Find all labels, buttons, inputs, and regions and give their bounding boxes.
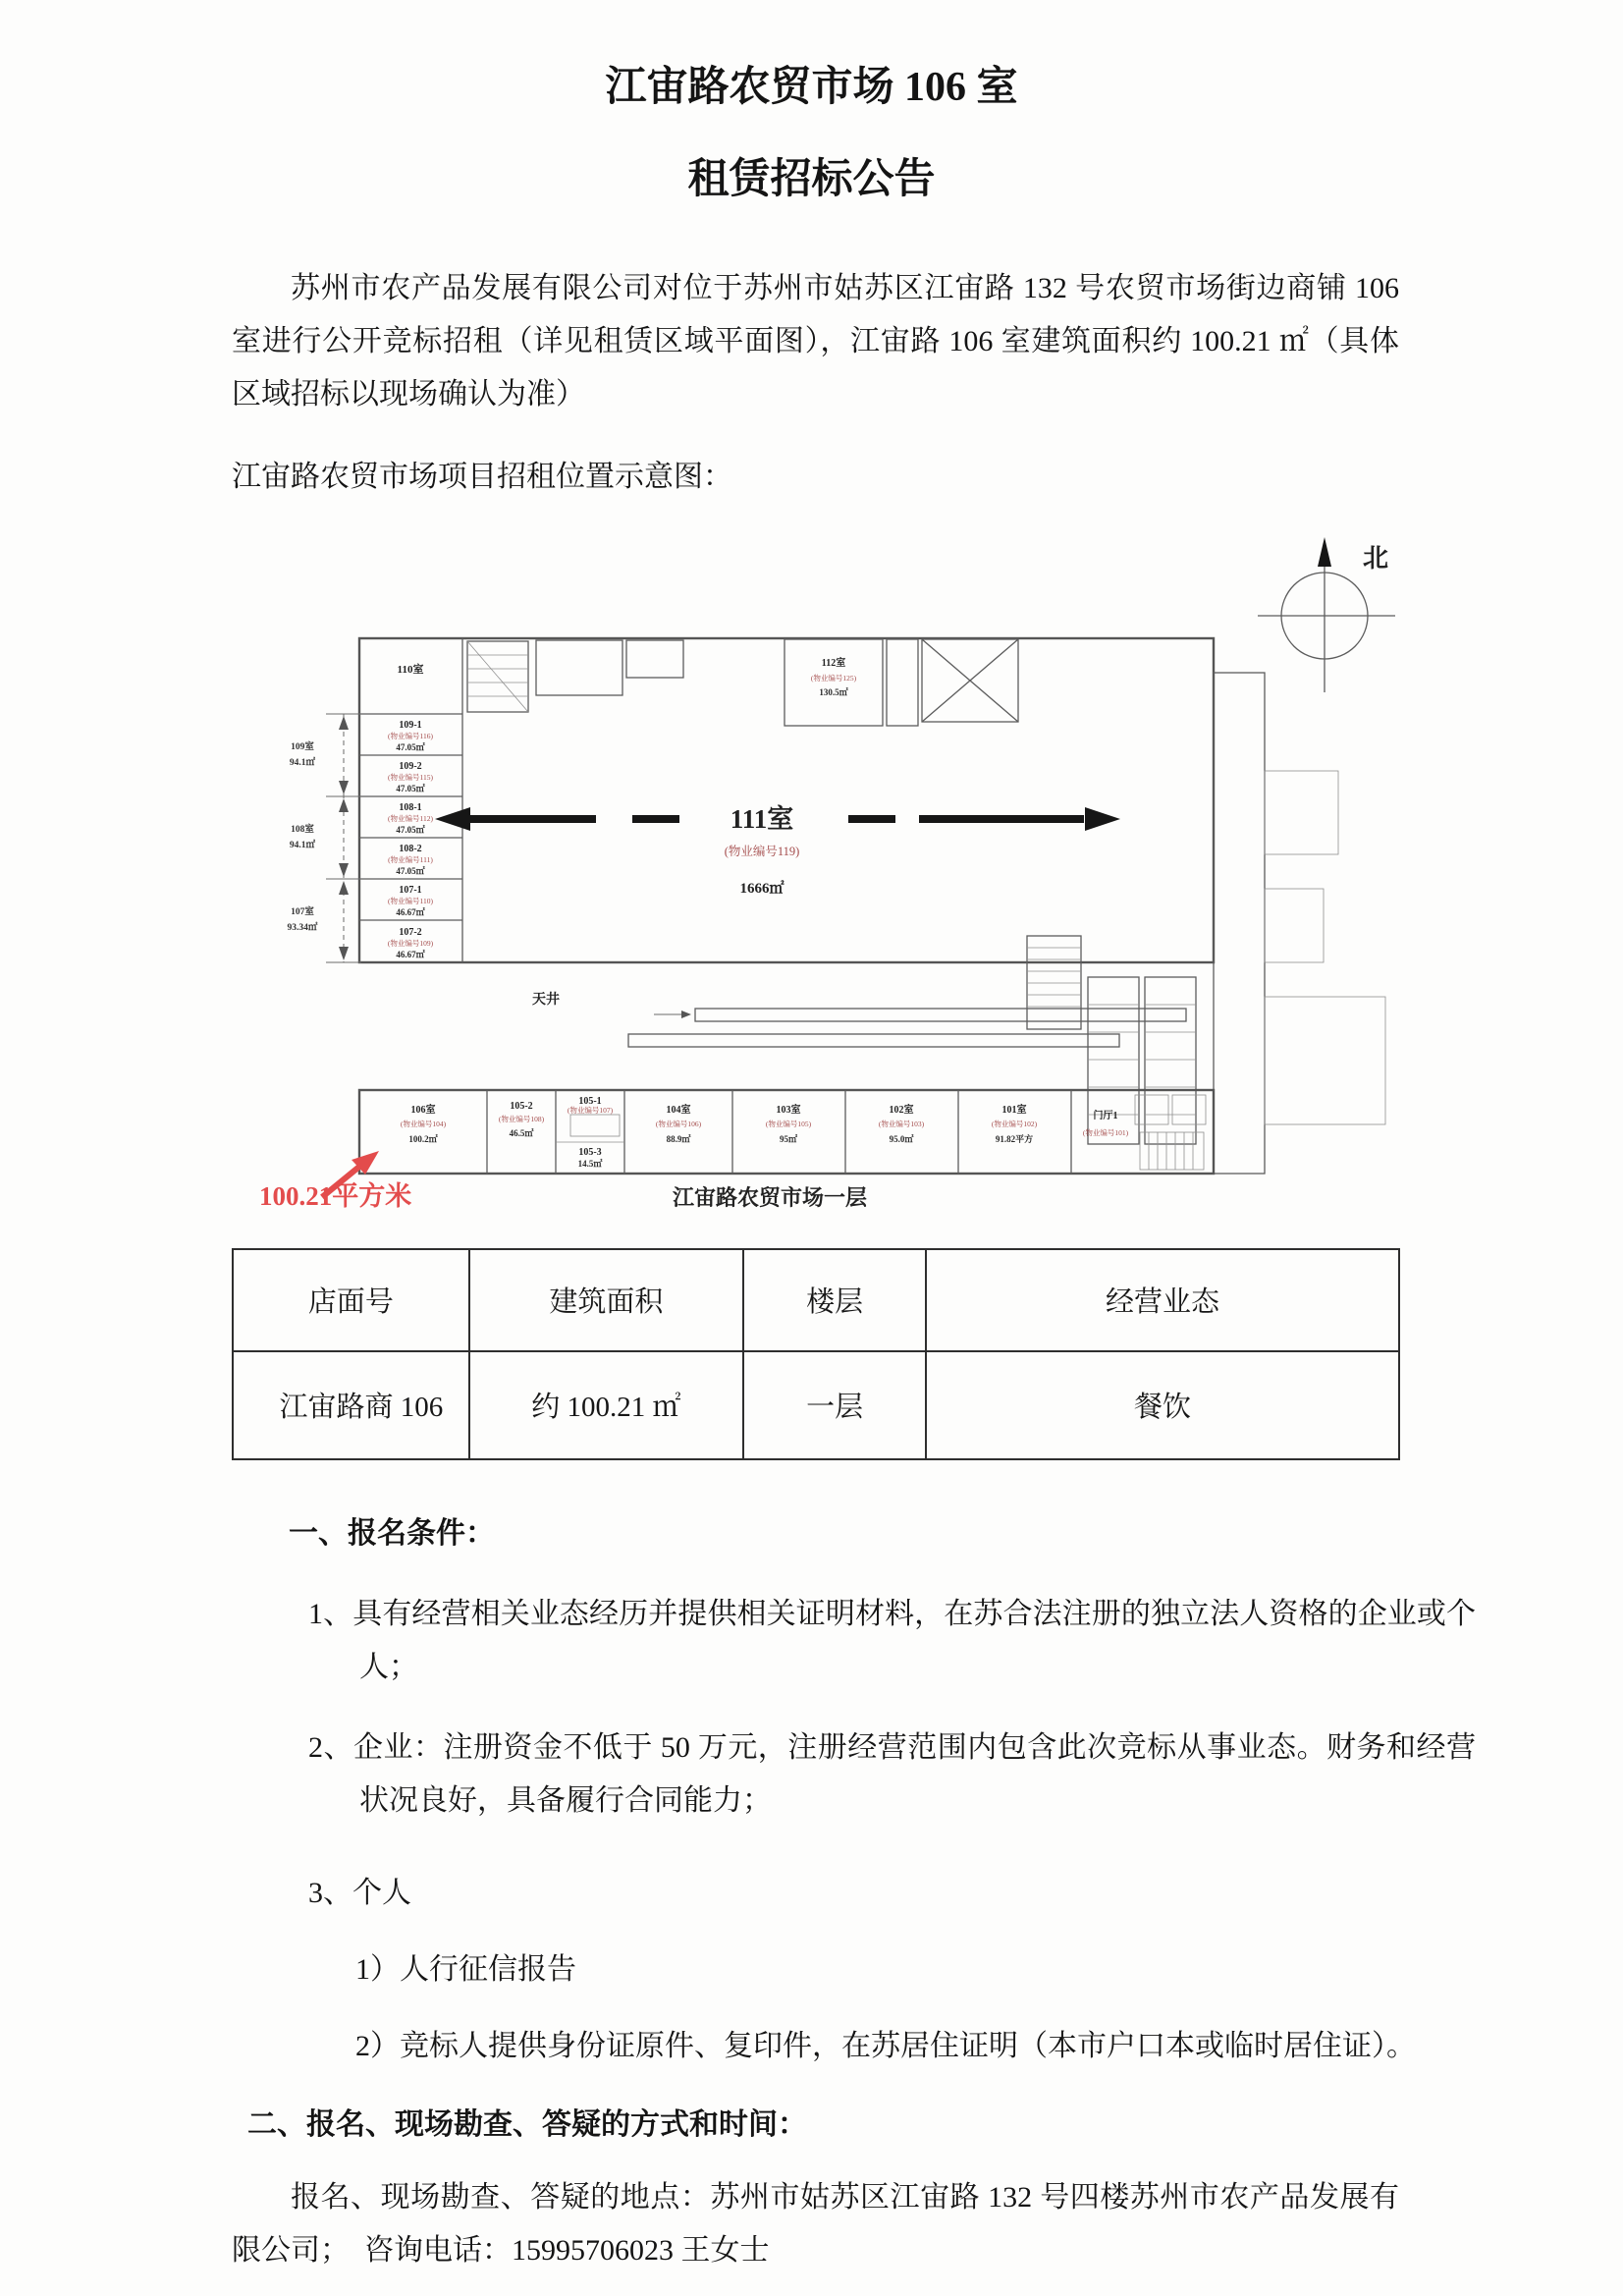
plan-caption: 江宙路农贸市场一层: [672, 1184, 868, 1210]
room-label: 108-2: [399, 843, 422, 854]
room-area: 47.05㎡: [396, 824, 425, 835]
shop-code: (物业编号106): [655, 1119, 702, 1128]
north-compass-icon: [1258, 537, 1395, 692]
room-112-labels: [811, 656, 857, 697]
cell-area: 约 100.21 ㎡: [469, 1351, 744, 1459]
room-area: 47.05㎡: [396, 783, 425, 793]
room-112-name: 112室: [821, 657, 846, 669]
cell-shop-no: 江宙路商 106: [233, 1351, 469, 1459]
room-code: (物业编号110): [388, 896, 433, 905]
room-code: (物业编号115): [388, 772, 433, 782]
dim-area: 94.1㎡: [289, 757, 316, 768]
room-code: (物业编号109): [387, 938, 434, 948]
dim-name: 107室: [291, 906, 314, 917]
item-number: 2、: [308, 1730, 353, 1764]
room-label: 109-1: [399, 719, 422, 731]
floor-plan-svg: [232, 525, 1400, 1213]
stairs-symbol: [1027, 936, 1081, 1029]
section2-heading: 二、报名、现场勘查、答疑的方式和时间：: [247, 2107, 807, 2141]
section1-heading: 一、报名条件：: [289, 1516, 495, 1550]
shop-area: 91.82平方: [995, 1133, 1034, 1144]
shop-code: (物业编号107): [567, 1105, 614, 1115]
room-code: (物业编号111): [388, 854, 433, 864]
room-112-code: (物业编号125): [810, 673, 857, 683]
shop-name: 105-2: [510, 1100, 533, 1112]
right-arrow-icon: [1085, 807, 1120, 831]
bottom-shops-row: [359, 1090, 1214, 1174]
item-text: 具有经营相关业态经历并提供相关证明材料，在苏合法注册的独立法人资格的企业或个人；: [352, 1597, 1477, 1683]
shop-area: 88.9㎡: [666, 1133, 691, 1144]
shop-area: 46.5㎡: [509, 1127, 534, 1138]
room-code: (物业编号112): [388, 813, 433, 823]
cell-floor: 一层: [743, 1351, 926, 1459]
north-label: 北: [1363, 543, 1389, 573]
shop-area: 95㎡: [779, 1133, 798, 1144]
dim-name: 109室: [291, 741, 314, 752]
item-number: 1、: [308, 1597, 353, 1630]
shop-name: 门厅1: [1093, 1110, 1118, 1121]
hall-code: (物业编号119): [724, 844, 800, 858]
header-floor: 楼层: [743, 1249, 926, 1351]
highlight-area-label: 100.21平方米: [259, 1180, 412, 1211]
room-area: 47.05㎡: [396, 865, 425, 876]
condition-item-1: [308, 1588, 1476, 1694]
market-stall-row: [695, 1009, 1186, 1021]
hall-111-label-group: [435, 804, 1120, 897]
highlight-annotation: [259, 1151, 411, 1211]
room-label: 108-1: [399, 801, 422, 813]
page-title-line2: 租赁招标公告: [687, 157, 936, 203]
room-110-label: 110室: [397, 663, 424, 676]
header-area: 建筑面积: [469, 1249, 744, 1351]
duct-room: [887, 639, 918, 726]
intro-paragraph: 苏州市农产品发展有限公司对位于苏州市姑苏区江宙路 132 号农贸市场街边商铺 106 室进行公开竞标招租（详见租赁区域平面图），江宙路 106 室建筑面积约 100.21 ㎡（具体区域招标以现场确认为准）: [232, 271, 1399, 410]
room-112-outline: [784, 639, 883, 726]
condition-subitem-1: 1）人行征信报告: [355, 1952, 576, 1986]
room-area: 46.67㎡: [396, 949, 425, 959]
shop-name: 101室: [1001, 1104, 1027, 1116]
shop-name: 106室: [410, 1104, 436, 1116]
service-room: [536, 640, 622, 695]
room-label: 109-2: [399, 760, 422, 772]
dim-area: 94.1㎡: [289, 840, 316, 850]
right-wing: [1214, 673, 1385, 1174]
shop-code: (物业编号104): [400, 1119, 447, 1128]
plan-intro-line: 江宙路农贸市场项目招租位置示意图：: [232, 460, 732, 493]
room-label: 107-1: [399, 884, 422, 896]
escalator-hatched-block: [922, 639, 1018, 722]
shop-code: (物业编号105): [765, 1119, 812, 1128]
left-dimension-annotations: [288, 714, 361, 962]
shop-name: 102室: [889, 1104, 914, 1116]
section2-body: 报名、现场勘查、答疑的地点：苏州市姑苏区江宙路 132 号四楼苏州市农产品发展有限公司； 咨询电话：15995706023 王女士: [232, 2180, 1399, 2267]
service-room: [626, 640, 683, 678]
room-area: 47.05㎡: [396, 741, 425, 752]
condition-subitem-2: 2）竞标人提供身份证原件、复印件，在苏居住证明（本市户口本或临时居住证）。: [355, 2029, 1416, 2062]
market-stall-row: [628, 1034, 1119, 1047]
floor-plan-figure: [232, 525, 1400, 1213]
condition-item-3: [308, 1867, 1476, 1920]
room-code: (物业编号116): [388, 731, 433, 740]
table-header-row: [233, 1249, 1399, 1351]
item-text: 个人: [352, 1876, 411, 1909]
item-number: 3、: [308, 1876, 352, 1909]
dim-name: 108室: [291, 824, 314, 835]
hall-name: 111室: [730, 803, 794, 834]
stairwell-symbol: [467, 641, 528, 712]
header-shop-no: 店面号: [233, 1249, 469, 1351]
shop-area: 95.0㎡: [889, 1133, 914, 1144]
shop-name: 104室: [666, 1104, 691, 1116]
page-title-line1: 江宙路农贸市场 106 室: [605, 65, 1018, 110]
offer-table: [232, 1248, 1400, 1460]
shop-name: 105-3: [578, 1146, 602, 1158]
header-business-type: 经营业态: [926, 1249, 1399, 1351]
item-text: 企业：注册资金不低于 50 万元，注册经营范围内包含此次竞标从事业态。财务和经营状况良好，具备履行合同能力；: [352, 1730, 1477, 1817]
shop-code: (物业编号101): [1082, 1127, 1129, 1137]
shop-code: (物业编号108): [498, 1114, 545, 1123]
room-area: 46.67㎡: [396, 906, 425, 917]
shop-code: (物业编号102): [991, 1119, 1038, 1128]
hall-area: 1666㎡: [739, 880, 784, 897]
left-arrow-icon: [435, 807, 470, 831]
room-label: 107-2: [399, 926, 422, 938]
shop-area: 14.5㎡: [577, 1158, 603, 1169]
table-row: [233, 1351, 1399, 1459]
shop-name: 105-1: [578, 1095, 602, 1107]
courtyard-label: 天井: [532, 992, 560, 1008]
shop-area: 100.2㎡: [408, 1133, 438, 1144]
cell-business-type: 餐饮: [926, 1351, 1399, 1459]
room-112-area: 130.5㎡: [819, 686, 848, 697]
shop-code: (物业编号103): [878, 1119, 925, 1128]
building-upper-block: [359, 638, 1214, 1144]
shop-name: 103室: [776, 1104, 801, 1116]
dim-area: 93.34㎡: [287, 922, 318, 933]
condition-item-2: [308, 1722, 1476, 1828]
